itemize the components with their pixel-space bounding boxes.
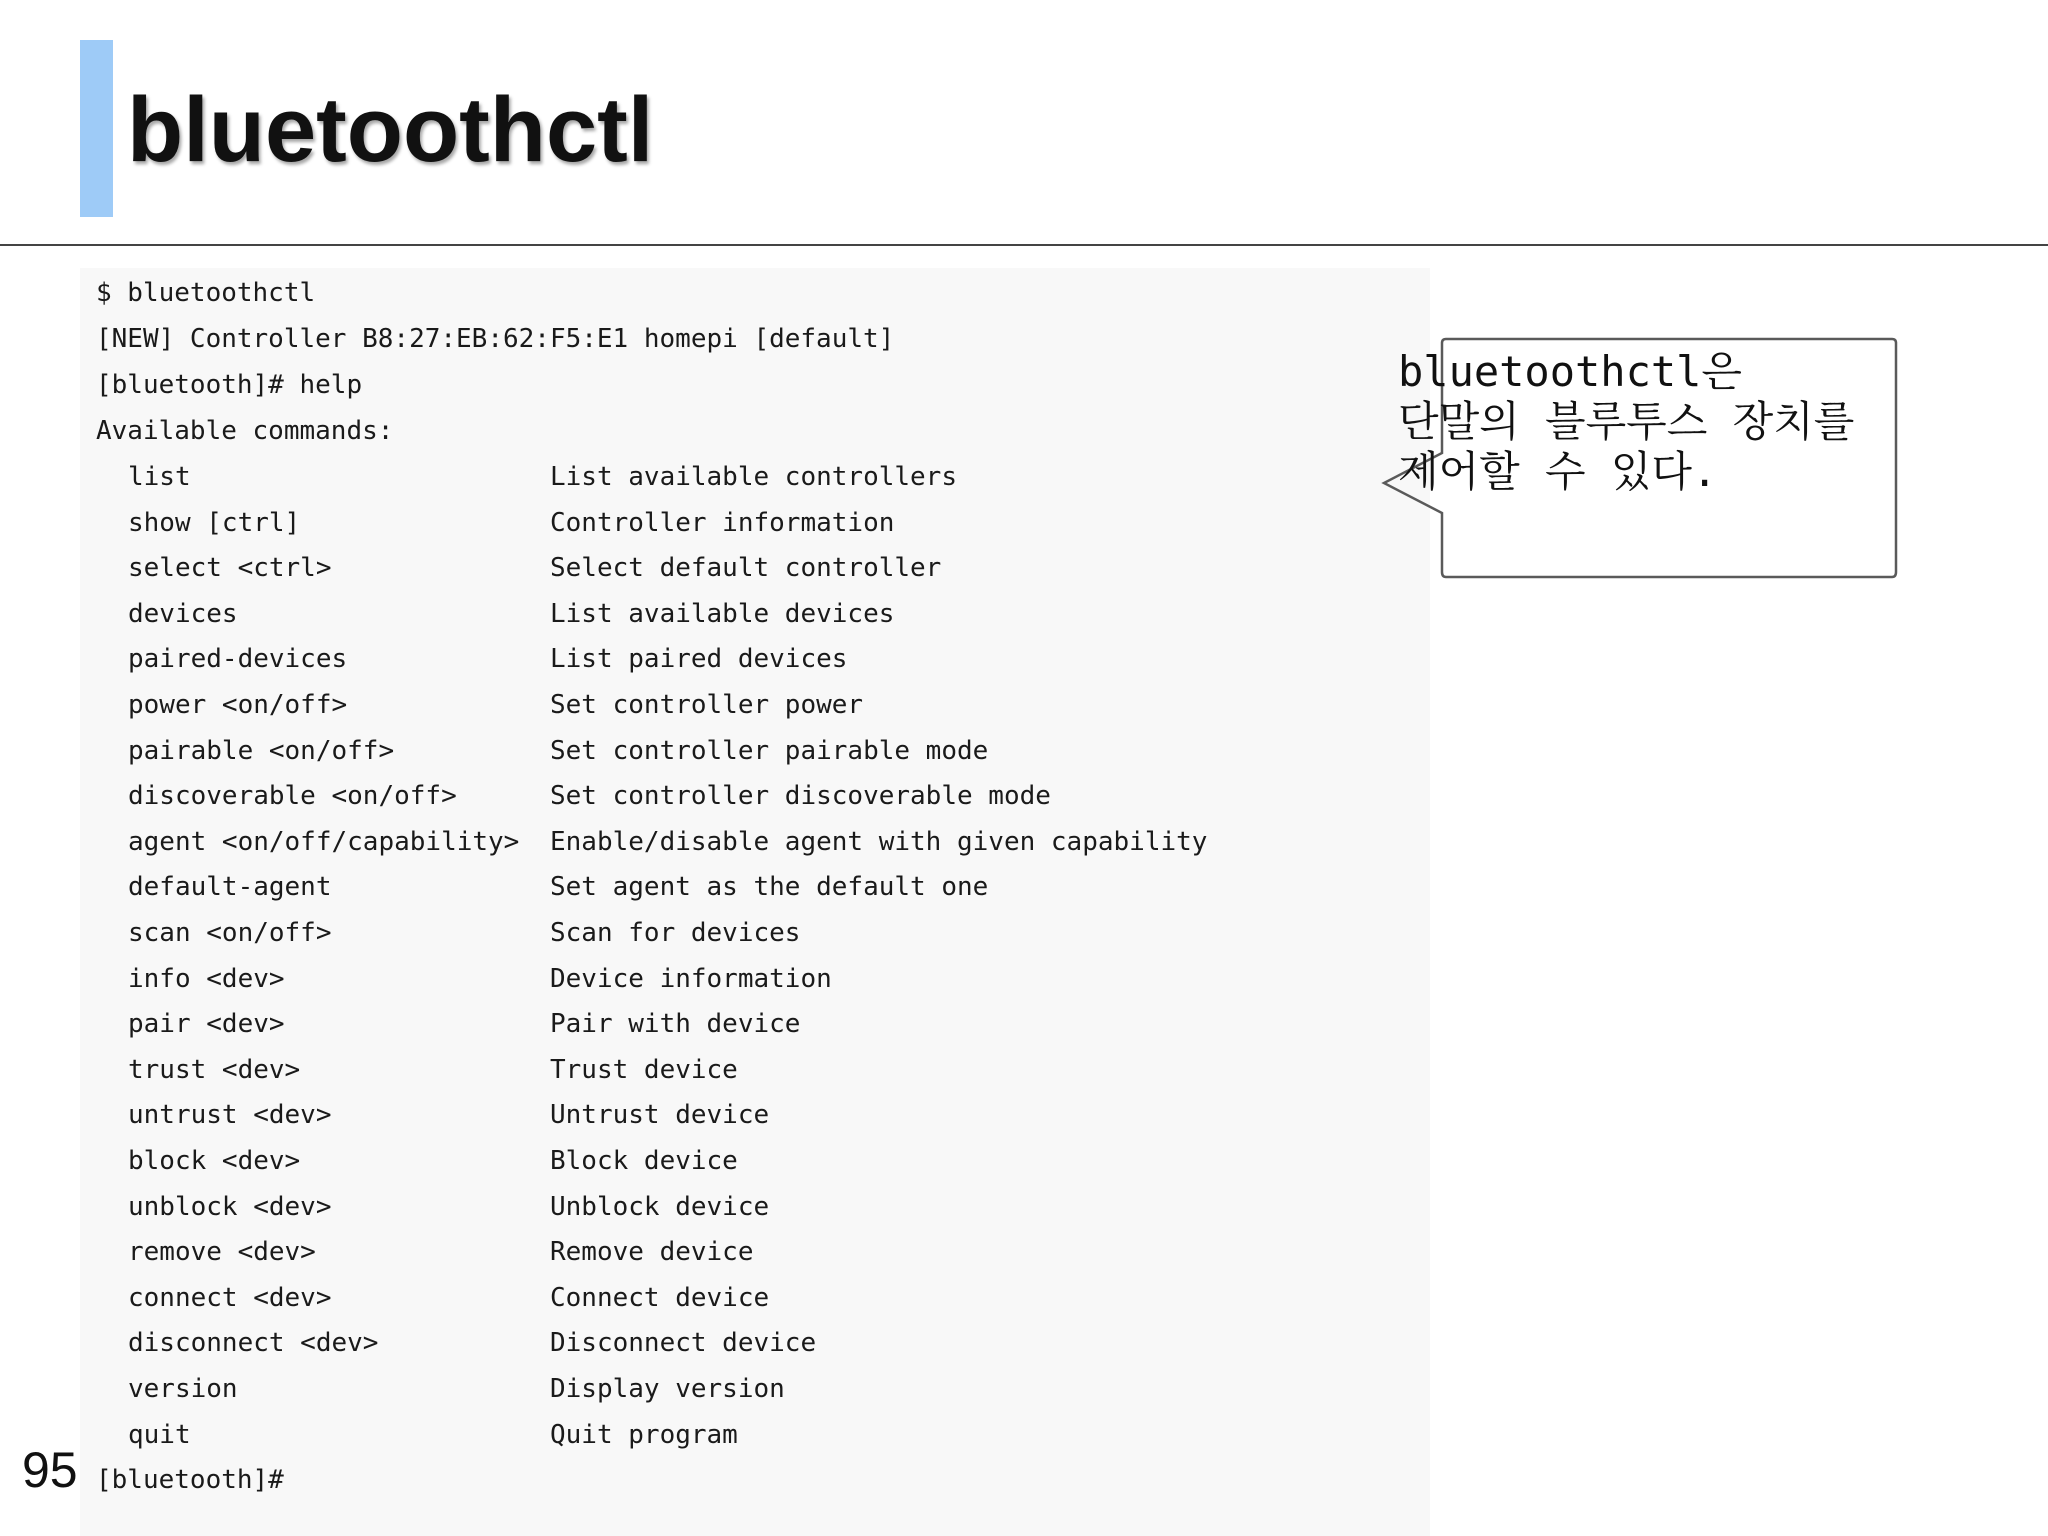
command-description: Set controller pairable mode (550, 736, 989, 766)
command-description: Disconnect device (550, 1328, 817, 1358)
command-description: Controller information (550, 508, 895, 538)
command-name: pairable <on/off> (128, 736, 395, 766)
command-name: trust <dev> (128, 1055, 301, 1085)
command-name: list (128, 462, 191, 492)
terminal-controller-line: [NEW] Controller B8:27:EB:62:F5:E1 homepi [default] (96, 324, 895, 354)
command-name: power <on/off> (128, 690, 348, 720)
command-description: Quit program (550, 1420, 738, 1450)
command-description: Set controller power (550, 690, 864, 720)
command-name: block <dev> (128, 1146, 301, 1176)
command-description: Set controller discoverable mode (550, 781, 1051, 811)
command-description: Unblock device (550, 1192, 770, 1222)
terminal-available-line: Available commands: (96, 416, 394, 446)
command-name: select <ctrl> (128, 553, 332, 583)
command-name: remove <dev> (128, 1237, 316, 1267)
command-name: pair <dev> (128, 1009, 285, 1039)
command-description: Connect device (550, 1283, 770, 1313)
command-name: paired-devices (128, 644, 348, 674)
command-name: unblock <dev> (128, 1192, 332, 1222)
command-name: connect <dev> (128, 1283, 332, 1313)
terminal-final-prompt: [bluetooth]# (96, 1465, 284, 1495)
command-description: List paired devices (550, 644, 848, 674)
page-number: 95 (22, 1442, 78, 1498)
command-name: default-agent (128, 872, 332, 902)
slide-title: bluetoothctl (127, 79, 654, 181)
command-description: Enable/disable agent with given capability (550, 827, 1208, 857)
command-name: agent <on/off/capability> (128, 827, 520, 857)
title-accent-bar (80, 40, 113, 217)
command-name: quit (128, 1420, 191, 1450)
command-name: untrust <dev> (128, 1100, 332, 1130)
command-description: List available controllers (550, 462, 957, 492)
callout-bubble (1380, 335, 1900, 590)
command-description: List available devices (550, 599, 895, 629)
command-name: scan <on/off> (128, 918, 332, 948)
command-description: Scan for devices (550, 918, 801, 948)
command-description: Untrust device (550, 1100, 770, 1130)
command-description: Remove device (550, 1237, 754, 1267)
command-name: discoverable <on/off> (128, 781, 457, 811)
command-description: Trust device (550, 1055, 738, 1085)
command-description: Pair with device (550, 1009, 801, 1039)
callout-text: bluetoothctl은 단말의 블루투스 장치를 제어할 수 있다. (1398, 347, 1855, 496)
terminal-prompt-line: $ bluetoothctl (96, 278, 316, 308)
command-description: Set agent as the default one (550, 872, 989, 902)
command-description: Display version (550, 1374, 785, 1404)
command-name: version (128, 1374, 238, 1404)
command-description: Block device (550, 1146, 738, 1176)
command-name: show [ctrl] (128, 508, 301, 538)
terminal-help-line: [bluetooth]# help (96, 370, 363, 400)
command-name: disconnect <dev> (128, 1328, 379, 1358)
command-description: Select default controller (550, 553, 942, 583)
command-name: info <dev> (128, 964, 285, 994)
command-name: devices (128, 599, 238, 629)
command-description: Device information (550, 964, 832, 994)
title-divider (0, 244, 2048, 246)
